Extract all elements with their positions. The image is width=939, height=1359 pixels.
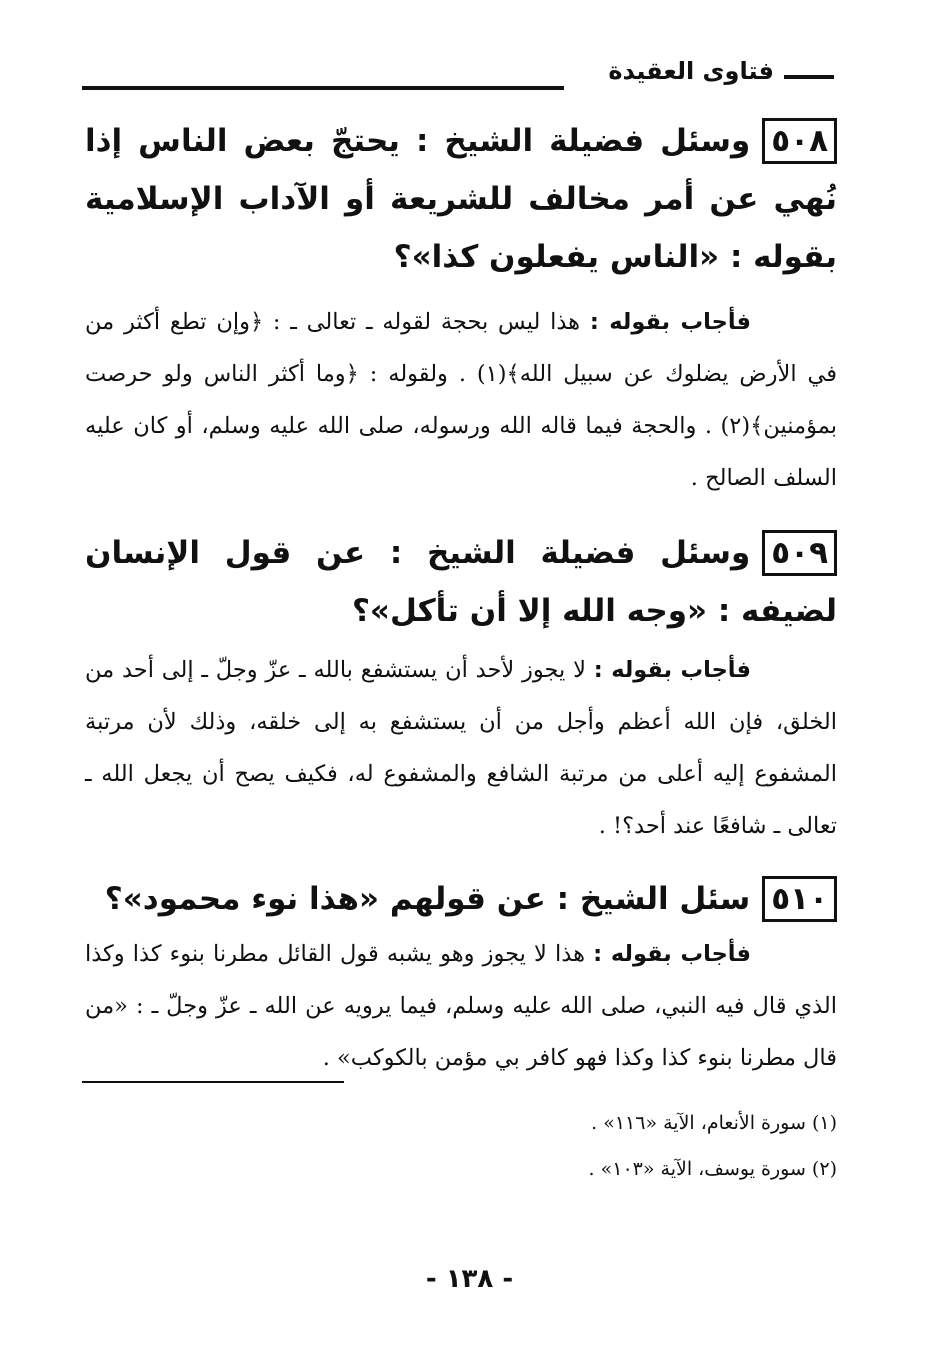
fatwa-question: [85, 870, 837, 928]
answer-lead: فأجاب بقوله :: [593, 941, 751, 967]
fatwa-number: ٥٠٩: [762, 530, 837, 576]
fatwa-number: ٥٠٨: [762, 118, 837, 164]
footnote-1: (١) سورة الأنعام، الآية «١١٦» .: [591, 1112, 837, 1134]
question-text: وسئل فضيلة الشيخ : يحتجّ بعض الناس إذا نُهي عن أمر مخالف للشريعة أو الآداب الإسلامية بقوله : «الناس يفعلون كذا»؟: [85, 123, 837, 275]
answer-lead: فأجاب بقوله :: [593, 657, 751, 683]
fatwa-answer: [85, 928, 837, 1084]
fatwa-509: [85, 524, 837, 852]
header-title: فتاوى العقيدة: [608, 57, 774, 85]
header-rule-long: [82, 86, 564, 90]
footnotes: [85, 1100, 837, 1192]
question-text: سئل الشيخ : عن قولهم «هذا نوء محمود»؟: [104, 881, 751, 917]
answer-text: هذا ليس بحجة لقوله ـ تعالى ـ : ﴿وإن تطع أكثر من في الأرض يضلوك عن سبيل الله﴾(١) . ولقوله : ﴿وما أكثر الناس ولو حرصت بمؤمنين﴾(٢) . والحجة فيما قاله الله ورسوله، صلى الله عليه وسلم، أو كان عليه السلف الصالح .: [85, 309, 837, 491]
header-rule-short: [784, 75, 834, 79]
answer-text: لا يجوز لأحد أن يستشفع بالله ـ عزّ وجلّ ـ إلى أحد من الخلق، فإن الله أعظم وأجل من أن يستشفع به إلى خلقه، وذلك لأن مرتبة المشفوع إليه أعلى من مرتبة الشافع والمشفوع له، فكيف يصح أن يجعل الله ـ تعالى ـ شافعًا عند أحد؟! .: [85, 657, 837, 839]
footnote-2: (٢) سورة يوسف، الآية «١٠٣» .: [588, 1158, 837, 1180]
fatwa-number: ٥١٠: [762, 876, 837, 922]
answer-lead: فأجاب بقوله :: [589, 309, 751, 335]
answer-text: هذا لا يجوز وهو يشبه قول القائل مطرنا بنوء كذا وكذا الذي قال فيه النبي، صلى الله عليه وسلم، فيما يرويه عن الله ـ عزّ وجلّ ـ : «من قال مطرنا بنوء كذا وكذا فهو كافر بي مؤمن بالكوكب» .: [85, 941, 837, 1071]
fatwa-510: [85, 870, 837, 1084]
page-number: - ١٣٨ -: [425, 1264, 514, 1294]
fatwa-question: [85, 112, 837, 286]
fatwa-answer: [85, 644, 837, 852]
fatwa-answer: [85, 296, 837, 504]
fatwa-508: [85, 112, 837, 504]
running-header: [82, 55, 834, 95]
question-text: وسئل فضيلة الشيخ : عن قول الإنسان لضيفه : «وجه الله إلا أن تأكل»؟: [85, 535, 837, 629]
footnote-separator: [82, 1081, 344, 1083]
fatwa-question: [85, 524, 837, 640]
